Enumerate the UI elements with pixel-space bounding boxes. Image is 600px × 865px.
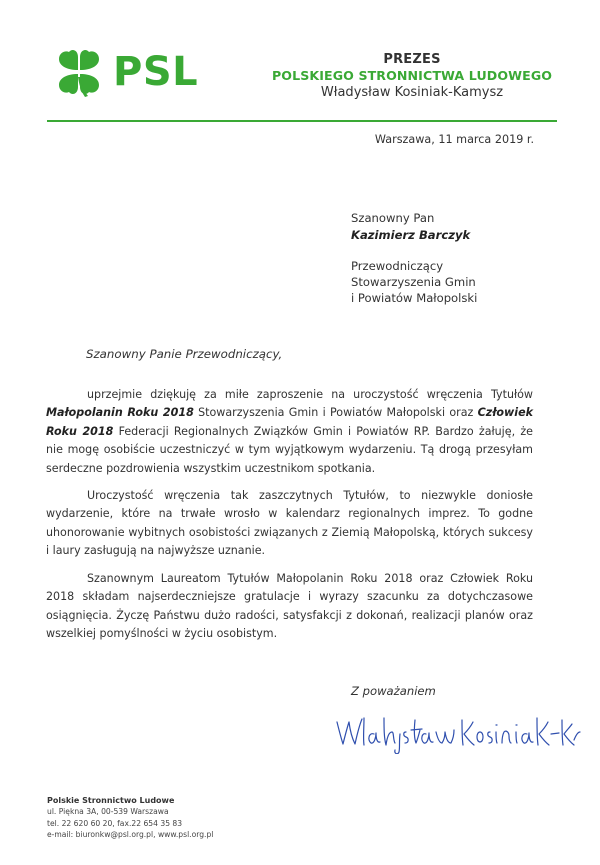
addressee-greeting: Szanowny Pan bbox=[351, 211, 435, 225]
body-paragraph-2: Uroczystość wręczenia tak zaszczytnych Tytułów, to niezwykle doniosłe wydarzenie, które na trwałe wrosło w kalendarz regionalnych imprez. To godne uhonorowanie wybitnych osobistości związanych z Ziemią Małopolską, których sukcesy i laury zasługują na najwyższe uznanie. bbox=[46, 489, 533, 558]
award-name: Człowiek Roku 2018 bbox=[46, 406, 533, 438]
footer-org-name: Polskie Stronnictwo Ludowe bbox=[47, 796, 175, 805]
psl-logo bbox=[54, 47, 198, 97]
body-paragraph-3: Szanownym Laureatom Tytułów Małopolanin Roku 2018 oraz Człowiek Roku 2018 składam najserdeczniejsze gratulacje i wyrazy szacunku za dotychczasowe osiągnięcia. Życzę Państwu dużo radości, satysfakcji z dokonań, realizacji planów oraz wszelkiej pomyślności w życiu osobistym. bbox=[46, 572, 533, 641]
addressee-role bbox=[351, 258, 477, 306]
addressee-role-line: i Powiatów Małopolski bbox=[351, 291, 478, 305]
addressee-name: Kazimierz Barczyk bbox=[351, 228, 471, 242]
letterhead-title bbox=[232, 52, 592, 100]
paragraph-text: uprzejmie dziękuję za miłe zaproszenie na uroczystość wręczenia Tytułów bbox=[87, 388, 533, 401]
closing: Z poważaniem bbox=[351, 684, 436, 698]
handwritten-signature bbox=[334, 710, 582, 754]
title-line-3: Władysław Kosiniak-Kamysz bbox=[320, 85, 504, 100]
body-paragraph-1 bbox=[46, 386, 533, 478]
logo-wordmark: PSL bbox=[113, 49, 199, 95]
footer-address: ul. Piękna 3A, 00-539 Warszawa bbox=[47, 807, 169, 817]
footer-contact bbox=[47, 795, 213, 840]
letter-date: Warszawa, 11 marca 2019 r. bbox=[374, 133, 534, 146]
title-line-1: PREZES bbox=[383, 52, 441, 67]
paragraph-text: Federacji Regionalnych Związków Gmin i Powiatów RP. Bardzo żałuję, że nie mogę osobiście uczestniczyć w tym wyjątkowym wydarzeniu. Tą drogą przesyłam serdeczne pozdrowienia wszystkim uczestnikom spotkania. bbox=[46, 424, 533, 475]
four-leaf-clover-icon bbox=[54, 47, 104, 97]
addressee-role-line: Stowarzyszenia Gmin bbox=[351, 275, 476, 289]
footer-phones: tel. 22 620 60 20, fax.22 654 35 83 bbox=[47, 818, 183, 828]
paragraph-text: Stowarzyszenia Gmin i Powiatów Małopolski oraz bbox=[193, 406, 478, 420]
title-line-2: POLSKIEGO STRONNICTWA LUDOWEGO bbox=[271, 68, 553, 83]
addressee-role-line: Przewodniczący bbox=[351, 259, 444, 273]
salutation: Szanowny Panie Przewodniczący, bbox=[86, 347, 283, 361]
award-name: Małopolanin Roku 2018 bbox=[46, 406, 194, 420]
footer-contact-line: e-mail: biuronkw@psl.org.pl, www.psl.org.pl bbox=[47, 829, 214, 839]
header-divider bbox=[47, 120, 557, 122]
